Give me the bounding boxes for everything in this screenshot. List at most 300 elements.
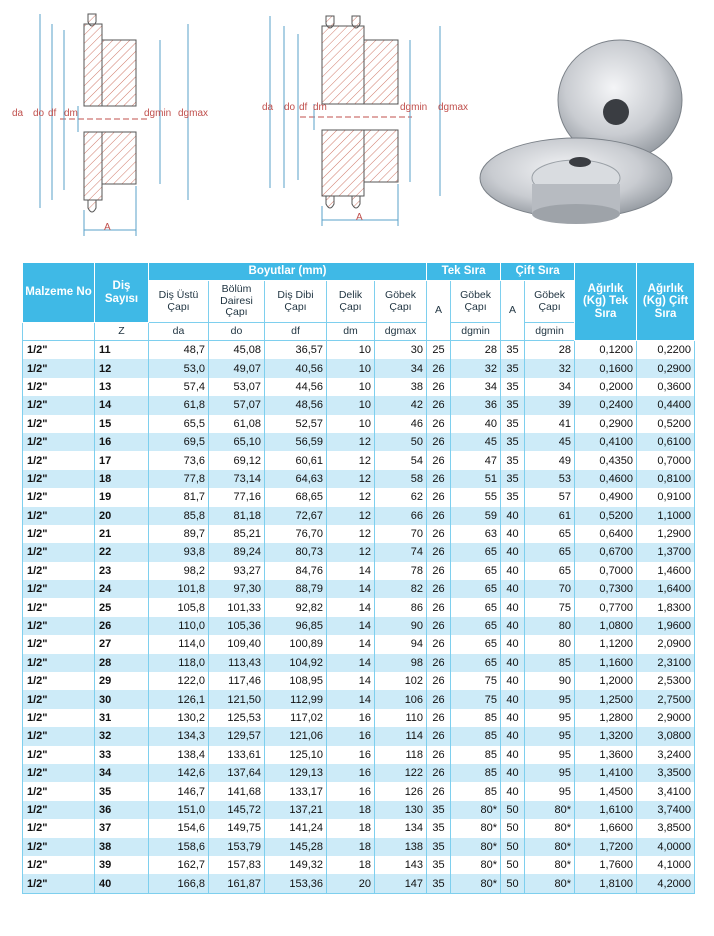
cell-gobek-tek: 59 <box>451 507 501 525</box>
cell-delik: 10 <box>327 378 375 396</box>
cell-gobek-cift: 95 <box>525 764 575 782</box>
cell-bolum: 49,07 <box>209 359 265 377</box>
cell-bolum: 85,21 <box>209 525 265 543</box>
sprocket-photo <box>480 40 682 224</box>
cell-bolum: 77,16 <box>209 488 265 506</box>
cell-gobek-cift: 28 <box>525 341 575 360</box>
cell-gobek: 143 <box>375 856 427 874</box>
cell-gobek: 138 <box>375 838 427 856</box>
cell-a-tek: 26 <box>427 617 451 635</box>
cell-agirlik-cift: 0,6100 <box>637 433 695 451</box>
cell-gobek: 70 <box>375 525 427 543</box>
cell-a-cift: 40 <box>501 543 525 561</box>
cell-malzeme: 1/2" <box>23 709 95 727</box>
cell-dis-ustu: 158,6 <box>149 838 209 856</box>
cell-delik: 12 <box>327 470 375 488</box>
cell-gobek-tek: 65 <box>451 654 501 672</box>
cell-dis-ustu: 151,0 <box>149 801 209 819</box>
cell-a-cift: 50 <box>501 819 525 837</box>
cell-a-tek: 26 <box>427 543 451 561</box>
cell-agirlik-tek: 1,2500 <box>575 690 637 708</box>
cell-dis-dibi: 56,59 <box>265 433 327 451</box>
cell-a-tek: 26 <box>427 415 451 433</box>
cell-dis-dibi: 133,17 <box>265 782 327 800</box>
cell-delik: 14 <box>327 580 375 598</box>
cell-bolum: 137,64 <box>209 764 265 782</box>
cell-dis-dibi: 153,36 <box>265 874 327 893</box>
cell-gobek-tek: 45 <box>451 433 501 451</box>
cell-gobek: 122 <box>375 764 427 782</box>
cell-dis-sayisi: 25 <box>95 598 149 616</box>
cell-a-tek: 26 <box>427 746 451 764</box>
table-row <box>23 451 695 469</box>
cell-bolum: 65,10 <box>209 433 265 451</box>
cell-bolum: 109,40 <box>209 635 265 653</box>
cell-agirlik-tek: 1,4500 <box>575 782 637 800</box>
cell-gobek-tek: 65 <box>451 617 501 635</box>
cell-delik: 16 <box>327 709 375 727</box>
sprocket-spec-table <box>22 262 695 894</box>
cell-a-tek: 26 <box>427 709 451 727</box>
cell-a-cift: 40 <box>501 617 525 635</box>
cell-agirlik-cift: 3,4100 <box>637 782 695 800</box>
cell-dis-dibi: 44,56 <box>265 378 327 396</box>
cell-a-cift: 40 <box>501 782 525 800</box>
cell-gobek: 78 <box>375 562 427 580</box>
cell-agirlik-tek: 1,0800 <box>575 617 637 635</box>
cell-a-tek: 26 <box>427 672 451 690</box>
cell-a-cift: 35 <box>501 488 525 506</box>
label-dgmax-2: dgmax <box>438 102 469 113</box>
cell-bolum: 69,12 <box>209 451 265 469</box>
cell-malzeme: 1/2" <box>23 598 95 616</box>
cell-gobek-cift: 90 <box>525 672 575 690</box>
cell-gobek: 74 <box>375 543 427 561</box>
label-do-2: do <box>284 102 296 113</box>
header-dis-sayisi: Diş Sayısı <box>95 263 149 323</box>
table-row <box>23 838 695 856</box>
cell-a-tek: 26 <box>427 470 451 488</box>
cell-dis-ustu: 69,5 <box>149 433 209 451</box>
cell-agirlik-cift: 0,3600 <box>637 378 695 396</box>
cell-malzeme: 1/2" <box>23 341 95 360</box>
cell-agirlik-cift: 1,4600 <box>637 562 695 580</box>
cell-agirlik-cift: 1,2900 <box>637 525 695 543</box>
cell-dis-ustu: 81,7 <box>149 488 209 506</box>
cell-agirlik-cift: 1,3700 <box>637 543 695 561</box>
cell-gobek: 46 <box>375 415 427 433</box>
cell-gobek-tek: 85 <box>451 746 501 764</box>
cell-agirlik-cift: 0,5200 <box>637 415 695 433</box>
cell-dis-dibi: 40,56 <box>265 359 327 377</box>
cell-dis-sayisi: 15 <box>95 415 149 433</box>
cell-dis-ustu: 73,6 <box>149 451 209 469</box>
cell-gobek: 82 <box>375 580 427 598</box>
cell-delik: 14 <box>327 562 375 580</box>
cell-malzeme: 1/2" <box>23 838 95 856</box>
cell-gobek: 34 <box>375 359 427 377</box>
table-row <box>23 709 695 727</box>
cell-malzeme: 1/2" <box>23 378 95 396</box>
cell-dis-sayisi: 39 <box>95 856 149 874</box>
cell-dis-ustu: 105,8 <box>149 598 209 616</box>
cell-gobek-tek: 40 <box>451 415 501 433</box>
cell-bolum: 73,14 <box>209 470 265 488</box>
cell-delik: 16 <box>327 782 375 800</box>
cell-delik: 14 <box>327 672 375 690</box>
cell-dis-dibi: 76,70 <box>265 525 327 543</box>
header-a-cift: A <box>501 281 525 341</box>
cell-a-tek: 26 <box>427 525 451 543</box>
label-do: do <box>33 108 45 119</box>
cell-agirlik-cift: 3,0800 <box>637 727 695 745</box>
cell-dis-ustu: 77,8 <box>149 470 209 488</box>
cell-gobek: 106 <box>375 690 427 708</box>
cell-gobek: 147 <box>375 874 427 893</box>
header-agirlik-cift: Ağırlık (Kg) Çift Sıra <box>637 263 695 341</box>
cell-agirlik-cift: 1,1000 <box>637 507 695 525</box>
cell-dis-sayisi: 32 <box>95 727 149 745</box>
cell-dis-ustu: 65,5 <box>149 415 209 433</box>
table-row <box>23 856 695 874</box>
cell-a-tek: 26 <box>427 433 451 451</box>
table-row <box>23 341 695 360</box>
table-row <box>23 396 695 414</box>
cell-agirlik-tek: 1,4100 <box>575 764 637 782</box>
cell-gobek-cift: 95 <box>525 782 575 800</box>
cell-malzeme: 1/2" <box>23 764 95 782</box>
cell-malzeme: 1/2" <box>23 690 95 708</box>
cell-a-tek: 26 <box>427 562 451 580</box>
cell-delik: 12 <box>327 543 375 561</box>
cell-bolum: 129,57 <box>209 727 265 745</box>
cell-malzeme: 1/2" <box>23 507 95 525</box>
cell-bolum: 45,08 <box>209 341 265 360</box>
cell-dis-dibi: 36,57 <box>265 341 327 360</box>
header-boyutlar: Boyutlar (mm) <box>149 263 427 281</box>
cell-dis-sayisi: 30 <box>95 690 149 708</box>
cell-agirlik-cift: 3,8500 <box>637 819 695 837</box>
cell-a-tek: 26 <box>427 507 451 525</box>
cell-gobek-tek: 34 <box>451 378 501 396</box>
cell-delik: 10 <box>327 359 375 377</box>
table-row <box>23 635 695 653</box>
cell-gobek: 42 <box>375 396 427 414</box>
cell-gobek-tek: 80* <box>451 838 501 856</box>
cell-dis-sayisi: 14 <box>95 396 149 414</box>
cell-a-cift: 35 <box>501 415 525 433</box>
cell-dis-dibi: 52,57 <box>265 415 327 433</box>
cell-agirlik-cift: 2,7500 <box>637 690 695 708</box>
cell-dis-sayisi: 11 <box>95 341 149 360</box>
cell-dis-dibi: 117,02 <box>265 709 327 727</box>
cell-delik: 18 <box>327 801 375 819</box>
cell-gobek-tek: 51 <box>451 470 501 488</box>
cell-a-cift: 40 <box>501 635 525 653</box>
label-a: A <box>104 222 111 233</box>
cell-gobek-cift: 65 <box>525 562 575 580</box>
cell-gobek-cift: 80 <box>525 617 575 635</box>
cell-dis-sayisi: 19 <box>95 488 149 506</box>
cell-dis-ustu: 57,4 <box>149 378 209 396</box>
cell-gobek-tek: 65 <box>451 635 501 653</box>
cell-delik: 12 <box>327 507 375 525</box>
table-row <box>23 580 695 598</box>
header-bolum: Bölüm Dairesi Çapı <box>209 281 265 323</box>
cell-malzeme: 1/2" <box>23 451 95 469</box>
label-dgmin: dgmin <box>144 108 172 119</box>
symbol-dgmax: dgmax <box>375 323 427 341</box>
cell-bolum: 53,07 <box>209 378 265 396</box>
cell-gobek-cift: 41 <box>525 415 575 433</box>
cell-bolum: 133,61 <box>209 746 265 764</box>
cell-agirlik-tek: 0,2900 <box>575 415 637 433</box>
cell-agirlik-cift: 4,0000 <box>637 838 695 856</box>
symbol-z: Z <box>95 323 149 341</box>
cell-dis-ustu: 126,1 <box>149 690 209 708</box>
table-row <box>23 562 695 580</box>
cell-gobek-tek: 80* <box>451 819 501 837</box>
cell-a-cift: 40 <box>501 709 525 727</box>
header-delik: Delik Çapı <box>327 281 375 323</box>
cell-a-tek: 35 <box>427 874 451 893</box>
cell-dis-ustu: 122,0 <box>149 672 209 690</box>
cell-dis-sayisi: 22 <box>95 543 149 561</box>
cell-delik: 12 <box>327 451 375 469</box>
cell-gobek: 30 <box>375 341 427 360</box>
cell-delik: 10 <box>327 396 375 414</box>
single-row-drawing <box>40 14 188 236</box>
cell-gobek-cift: 80* <box>525 874 575 893</box>
cell-gobek-tek: 65 <box>451 562 501 580</box>
cell-a-cift: 40 <box>501 764 525 782</box>
cell-malzeme: 1/2" <box>23 782 95 800</box>
cell-dis-sayisi: 27 <box>95 635 149 653</box>
cell-a-tek: 26 <box>427 451 451 469</box>
cell-malzeme: 1/2" <box>23 654 95 672</box>
cell-malzeme: 1/2" <box>23 617 95 635</box>
cell-gobek-tek: 32 <box>451 359 501 377</box>
cell-delik: 12 <box>327 433 375 451</box>
cell-gobek-cift: 95 <box>525 709 575 727</box>
cell-gobek: 110 <box>375 709 427 727</box>
cell-agirlik-tek: 1,1600 <box>575 654 637 672</box>
cell-a-tek: 26 <box>427 378 451 396</box>
cell-gobek-cift: 34 <box>525 378 575 396</box>
cell-gobek-cift: 85 <box>525 654 575 672</box>
table-row <box>23 746 695 764</box>
table-row <box>23 488 695 506</box>
cell-a-tek: 26 <box>427 580 451 598</box>
cell-malzeme: 1/2" <box>23 874 95 893</box>
cell-dis-sayisi: 18 <box>95 470 149 488</box>
cell-gobek-tek: 85 <box>451 709 501 727</box>
cell-agirlik-tek: 0,6400 <box>575 525 637 543</box>
cell-a-cift: 35 <box>501 470 525 488</box>
cell-dis-ustu: 118,0 <box>149 654 209 672</box>
cell-agirlik-tek: 1,6600 <box>575 819 637 837</box>
cell-gobek: 118 <box>375 746 427 764</box>
cell-gobek-tek: 85 <box>451 727 501 745</box>
cell-dis-dibi: 141,24 <box>265 819 327 837</box>
symbol-do: do <box>209 323 265 341</box>
table-row <box>23 819 695 837</box>
table-row <box>23 359 695 377</box>
cell-agirlik-cift: 3,3500 <box>637 764 695 782</box>
cell-a-cift: 50 <box>501 856 525 874</box>
header-gobek: Göbek Çapı <box>375 281 427 323</box>
cell-agirlik-tek: 1,3600 <box>575 746 637 764</box>
cell-delik: 16 <box>327 727 375 745</box>
cell-dis-dibi: 100,89 <box>265 635 327 653</box>
cell-dis-dibi: 84,76 <box>265 562 327 580</box>
table-row <box>23 617 695 635</box>
cell-dis-ustu: 110,0 <box>149 617 209 635</box>
cell-agirlik-cift: 3,7400 <box>637 801 695 819</box>
cell-a-cift: 35 <box>501 359 525 377</box>
cell-a-tek: 35 <box>427 856 451 874</box>
cell-dis-dibi: 121,06 <box>265 727 327 745</box>
cell-a-tek: 26 <box>427 359 451 377</box>
cell-gobek-tek: 80* <box>451 856 501 874</box>
cell-agirlik-cift: 2,5300 <box>637 672 695 690</box>
cell-a-tek: 26 <box>427 690 451 708</box>
cell-dis-dibi: 125,10 <box>265 746 327 764</box>
cell-a-tek: 26 <box>427 764 451 782</box>
cell-dis-dibi: 60,61 <box>265 451 327 469</box>
cell-a-tek: 26 <box>427 727 451 745</box>
cell-dis-dibi: 149,32 <box>265 856 327 874</box>
cell-gobek-tek: 85 <box>451 782 501 800</box>
cell-dis-ustu: 101,8 <box>149 580 209 598</box>
cell-delik: 10 <box>327 415 375 433</box>
cell-dis-ustu: 89,7 <box>149 525 209 543</box>
cell-a-cift: 50 <box>501 801 525 819</box>
cell-gobek-tek: 65 <box>451 543 501 561</box>
cell-agirlik-tek: 0,2400 <box>575 396 637 414</box>
cell-delik: 14 <box>327 635 375 653</box>
symbol-df: df <box>265 323 327 341</box>
cell-malzeme: 1/2" <box>23 470 95 488</box>
cell-bolum: 153,79 <box>209 838 265 856</box>
cell-gobek-cift: 80 <box>525 635 575 653</box>
cell-gobek-tek: 75 <box>451 690 501 708</box>
cell-dis-ustu: 85,8 <box>149 507 209 525</box>
cell-dis-dibi: 80,73 <box>265 543 327 561</box>
cell-gobek: 102 <box>375 672 427 690</box>
cell-dis-sayisi: 37 <box>95 819 149 837</box>
cell-dis-ustu: 154,6 <box>149 819 209 837</box>
cell-dis-ustu: 93,8 <box>149 543 209 561</box>
table-row <box>23 598 695 616</box>
cell-a-cift: 40 <box>501 727 525 745</box>
cell-a-cift: 35 <box>501 396 525 414</box>
cell-dis-dibi: 88,79 <box>265 580 327 598</box>
cell-bolum: 81,18 <box>209 507 265 525</box>
cell-delik: 18 <box>327 838 375 856</box>
cell-malzeme: 1/2" <box>23 562 95 580</box>
cell-dis-dibi: 92,82 <box>265 598 327 616</box>
cell-gobek: 98 <box>375 654 427 672</box>
cell-delik: 14 <box>327 654 375 672</box>
cell-agirlik-cift: 3,2400 <box>637 746 695 764</box>
cell-a-cift: 40 <box>501 580 525 598</box>
cell-delik: 14 <box>327 598 375 616</box>
cell-agirlik-cift: 4,2000 <box>637 874 695 893</box>
cell-dis-sayisi: 24 <box>95 580 149 598</box>
header-agirlik-tek: Ağırlık (Kg) Tek Sıra <box>575 263 637 341</box>
cell-agirlik-tek: 0,1600 <box>575 359 637 377</box>
table-row <box>23 690 695 708</box>
cell-a-tek: 35 <box>427 801 451 819</box>
cell-dis-sayisi: 28 <box>95 654 149 672</box>
header-gobek-tek: Göbek Çapı <box>451 281 501 323</box>
cell-agirlik-cift: 0,7000 <box>637 451 695 469</box>
symbol-dgmin-cift: dgmin <box>525 323 575 341</box>
cell-dis-dibi: 68,65 <box>265 488 327 506</box>
header-dis-ustu: Diş Üstü Çapı <box>149 281 209 323</box>
cell-malzeme: 1/2" <box>23 801 95 819</box>
cell-dis-sayisi: 21 <box>95 525 149 543</box>
cell-agirlik-tek: 1,7600 <box>575 856 637 874</box>
cell-agirlik-tek: 1,6100 <box>575 801 637 819</box>
cell-gobek-cift: 65 <box>525 525 575 543</box>
cell-delik: 16 <box>327 764 375 782</box>
cell-agirlik-cift: 0,2200 <box>637 341 695 360</box>
cell-gobek-cift: 45 <box>525 433 575 451</box>
cell-bolum: 149,75 <box>209 819 265 837</box>
cell-dis-sayisi: 29 <box>95 672 149 690</box>
label-dm-2: dm <box>313 102 327 113</box>
symbol-dgmin-tek: dgmin <box>451 323 501 341</box>
cell-malzeme: 1/2" <box>23 488 95 506</box>
cell-gobek-cift: 61 <box>525 507 575 525</box>
cell-delik: 18 <box>327 856 375 874</box>
cell-dis-dibi: 96,85 <box>265 617 327 635</box>
cell-delik: 16 <box>327 746 375 764</box>
cell-bolum: 97,30 <box>209 580 265 598</box>
table-row <box>23 543 695 561</box>
cell-a-tek: 26 <box>427 654 451 672</box>
cell-gobek-tek: 85 <box>451 764 501 782</box>
cell-agirlik-tek: 0,7300 <box>575 580 637 598</box>
cell-gobek-cift: 53 <box>525 470 575 488</box>
header-cift-sira: Çift Sıra <box>501 263 575 281</box>
cell-agirlik-tek: 1,1200 <box>575 635 637 653</box>
cell-bolum: 157,83 <box>209 856 265 874</box>
cell-dis-ustu: 53,0 <box>149 359 209 377</box>
cell-a-cift: 40 <box>501 746 525 764</box>
cell-agirlik-tek: 0,6700 <box>575 543 637 561</box>
cell-agirlik-cift: 2,3100 <box>637 654 695 672</box>
cell-gobek-tek: 65 <box>451 598 501 616</box>
cell-malzeme: 1/2" <box>23 525 95 543</box>
cell-a-cift: 50 <box>501 838 525 856</box>
cell-a-cift: 35 <box>501 341 525 360</box>
cell-a-tek: 26 <box>427 782 451 800</box>
cell-bolum: 101,33 <box>209 598 265 616</box>
cell-gobek: 126 <box>375 782 427 800</box>
cell-a-tek: 26 <box>427 635 451 653</box>
cell-bolum: 57,07 <box>209 396 265 414</box>
cell-agirlik-tek: 0,4350 <box>575 451 637 469</box>
cell-agirlik-tek: 0,5200 <box>575 507 637 525</box>
cell-malzeme: 1/2" <box>23 396 95 414</box>
cell-bolum: 125,53 <box>209 709 265 727</box>
sprocket-diagrams <box>0 0 714 255</box>
cell-agirlik-cift: 1,6400 <box>637 580 695 598</box>
cell-malzeme: 1/2" <box>23 635 95 653</box>
